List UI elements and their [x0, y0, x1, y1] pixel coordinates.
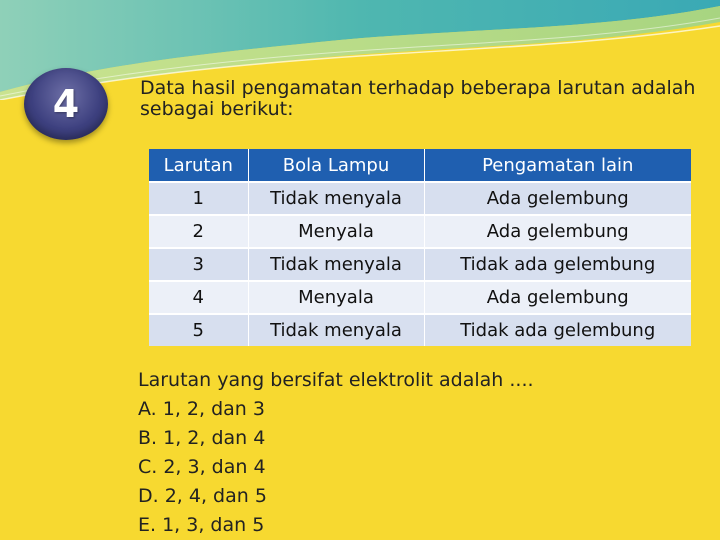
observation-table [149, 149, 691, 346]
answer-option-a[interactable]: A. 1, 2, dan 3 [138, 398, 265, 420]
table-row [149, 248, 691, 281]
slide-number-badge [24, 68, 108, 140]
cell-larutan: 2 [149, 215, 248, 248]
cell-larutan: 4 [149, 281, 248, 314]
cell-larutan: 5 [149, 314, 248, 346]
table-row [149, 182, 691, 215]
cell-pengamatan: Ada gelembung [424, 215, 691, 248]
cell-bola-lampu: Tidak menyala [248, 314, 424, 346]
cell-larutan: 1 [149, 182, 248, 215]
answer-option-e[interactable]: E. 1, 3, dan 5 [138, 514, 265, 536]
table-row [149, 281, 691, 314]
header-pengamatan-lain: Pengamatan lain [424, 149, 691, 182]
question-prompt: Larutan yang bersifat elektrolit adalah .... [138, 369, 534, 391]
answer-option-b[interactable]: B. 1, 2, dan 4 [138, 427, 266, 449]
question-block [138, 366, 698, 540]
answer-option-d[interactable]: D. 2, 4, dan 5 [138, 485, 267, 507]
answer-option-c[interactable]: C. 2, 3, dan 4 [138, 456, 266, 478]
header-bola-lampu: Bola Lampu [248, 149, 424, 182]
cell-bola-lampu: Tidak menyala [248, 182, 424, 215]
table-row [149, 215, 691, 248]
cell-larutan: 3 [149, 248, 248, 281]
header-larutan: Larutan [149, 149, 248, 182]
slide-number: 4 [52, 82, 80, 126]
cell-pengamatan: Tidak ada gelembung [424, 248, 691, 281]
intro-text: Data hasil pengamatan terhadap beberapa larutan adalah sebagai berikut: [140, 77, 696, 120]
cell-bola-lampu: Menyala [248, 281, 424, 314]
cell-bola-lampu: Menyala [248, 215, 424, 248]
cell-pengamatan: Ada gelembung [424, 281, 691, 314]
cell-pengamatan: Tidak ada gelembung [424, 314, 691, 346]
table-header-row [149, 149, 691, 182]
cell-pengamatan: Ada gelembung [424, 182, 691, 215]
cell-bola-lampu: Tidak menyala [248, 248, 424, 281]
table-row [149, 314, 691, 346]
